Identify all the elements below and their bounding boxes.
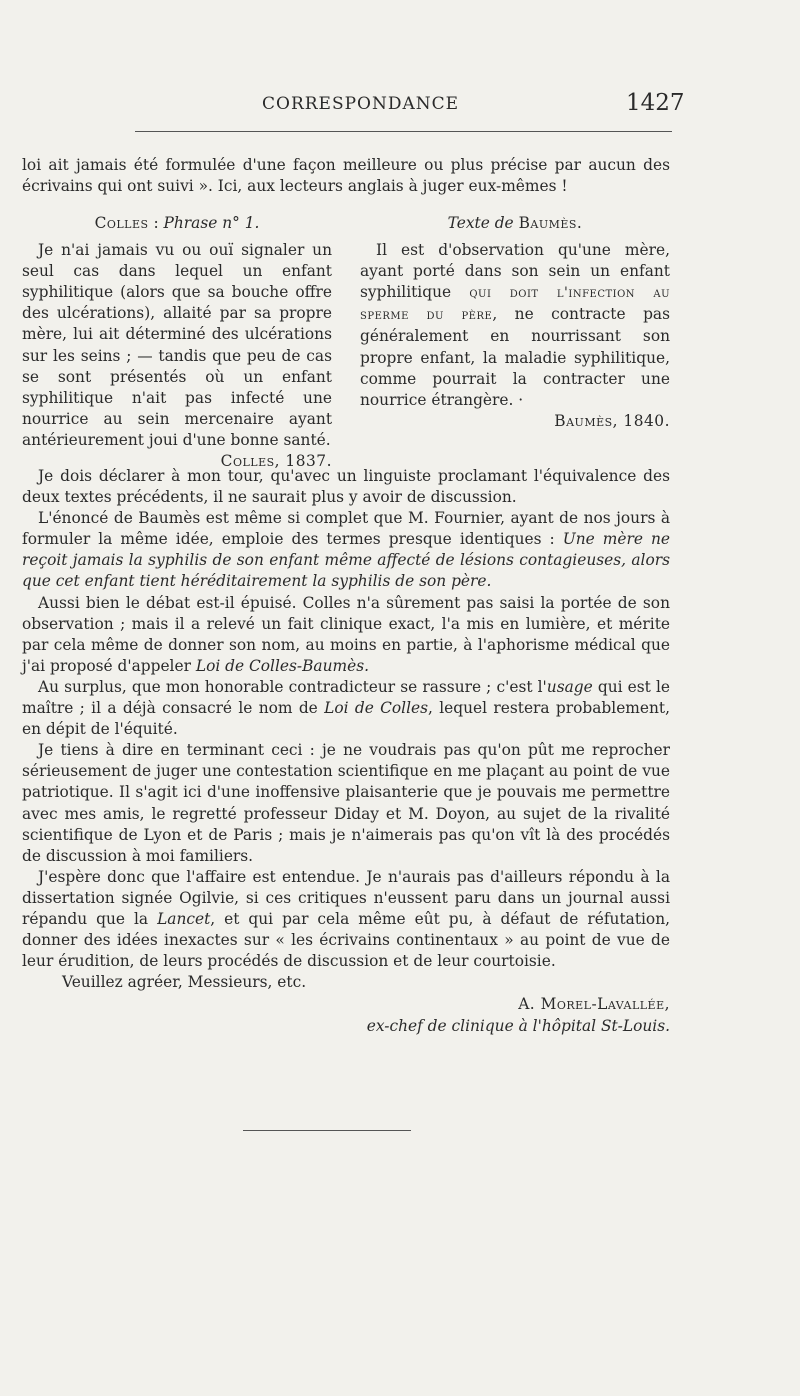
lancet-title: Lancet bbox=[157, 909, 211, 928]
paragraph-4-text-c: , lequel restera probablement, en dépit de l'équité. bbox=[22, 699, 670, 739]
baumes-signature: Baumès, 1840. bbox=[554, 411, 670, 430]
intro-paragraph bbox=[22, 155, 670, 197]
baumes-heading bbox=[360, 213, 670, 234]
fournier-quote: Une mère ne reçoit jamais la syphilis de son enfant même affecté de lésions contagieuses, alors que cet enfant tient héréditairement la syphilis de son père. bbox=[22, 530, 670, 591]
paragraph-2-text: L'énoncé de Baumès est même si complet que M. Fournier, ayant de nos jours à formuler la même idée, emploie des termes presque identiques : bbox=[22, 509, 670, 549]
baumes-text-caps: qui doit l'infection au sperme du père bbox=[360, 285, 670, 324]
colles-text bbox=[22, 240, 332, 471]
law-name: Loi de Colles-Baumès. bbox=[195, 656, 369, 675]
running-header bbox=[0, 92, 800, 122]
end-rule bbox=[243, 1130, 411, 1131]
intro-text: loi ait jamais été formulée d'une façon meilleure ou plus précise par aucun des écrivains qui ont suivi ». Ici, aux lecteurs anglais à juger eux-mêmes ! bbox=[22, 156, 670, 196]
author-name: A. Morel-Lavallée, bbox=[518, 995, 670, 1013]
paragraph-6-text-a: J'espère donc que l'affaire est entendue. Je n'aurais pas d'ailleurs répondu à la dissertation signée Ogilvie, si ces critiques n'eussent paru dans un journal aussi répandu que la bbox=[22, 867, 670, 928]
baumes-column bbox=[360, 213, 670, 432]
colles-quote: Je n'ai jamais vu ou ouï signaler un seul cas dans lequel un enfant syphilitique (alors que sa bouche offre des ulcérations), allaité par sa propre mère, lui ait déterminé des ulcérations sur les seins ; — tandis que peu de cas se sont présentés où un enfant syphilitique n'ait pas infecté une nourrice au sein mercenaire ayant antérieurement joui d'une bonne santé. bbox=[22, 241, 332, 449]
author-signature bbox=[367, 993, 670, 1037]
paragraph-4-text-a: Au surplus, que mon honorable contradicteur se rassure ; c'est l' bbox=[38, 677, 547, 696]
baumes-heading-name: Baumès. bbox=[518, 214, 583, 232]
baumes-text-after: , ne contracte pas généralement en nourrissant son propre enfant, la maladie syphilitique, comme pourrait la contracter une nourrice étrangère. · bbox=[360, 305, 670, 409]
paragraph-7: Veuillez agréer, Messieurs, etc. bbox=[62, 973, 307, 992]
paragraph-4-text-b: qui est le maître ; il a déjà consacré le nom de bbox=[22, 677, 670, 718]
loi-de-colles: Loi de Colles bbox=[324, 699, 429, 718]
colles-heading-sep: : bbox=[148, 214, 164, 232]
page-number: 1427 bbox=[626, 90, 685, 116]
paragraph-6-text-b: , et qui par cela même eût pu, à défaut de réfutation, donner des idées inexactes sur « les écrivains continentaux » au point de vue de leur érudition, de leurs procédés de discussion et de leur courtoisie. bbox=[22, 909, 670, 971]
header-rule bbox=[135, 131, 672, 132]
colles-signature: Colles, 1837. bbox=[220, 452, 332, 471]
baumes-text bbox=[360, 240, 670, 411]
paragraph-4 bbox=[22, 677, 670, 740]
usage-word: usage bbox=[546, 677, 593, 696]
running-title: CORRESPONDANCE bbox=[262, 94, 460, 114]
main-text bbox=[22, 466, 670, 993]
colles-heading-name: Colles bbox=[94, 214, 149, 232]
baumes-heading-phrase: Texte de bbox=[447, 214, 514, 232]
paragraph-2 bbox=[22, 508, 670, 592]
paragraph-6 bbox=[22, 867, 670, 972]
colles-heading bbox=[22, 213, 332, 234]
colles-heading-phrase: Phrase n° 1. bbox=[163, 214, 260, 232]
colles-column bbox=[22, 213, 332, 472]
paragraph-3 bbox=[22, 593, 670, 677]
author-title: ex-chef de clinique à l'hôpital St-Louis. bbox=[366, 1017, 670, 1035]
paragraph-1: Je dois déclarer à mon tour, qu'avec un linguiste proclamant l'équivalence des deux textes précédents, il ne saurait plus y avoir de discussion. bbox=[22, 467, 670, 507]
paragraph-3-text: Aussi bien le débat est-il épuisé. Colles n'a sûrement pas saisi la portée de son observation ; mais il a relevé un fait clinique exact, l'a mis en lumière, et mérite par cela même de donner son nom, au moins en partie, à l'aphorisme médical que j'ai proposé d'appeler bbox=[22, 593, 670, 675]
baumes-text-before: Il est d'observation qu'une mère, ayant porté dans son sein un enfant syphilitique bbox=[360, 241, 670, 302]
paragraph-5: Je tiens à dire en terminant ceci : je ne voudrais pas qu'on pût me reprocher sérieusement de juger une contestation scientifique en me plaçant au point de vue patriotique. Il s'agit ici d'une inoffensive plaisanterie que je pouvais me permettre avec mes amis, le regretté professeur Diday et M. Doyon, au sujet de la rivalité scientifique de Lyon et de Paris ; mais je n'aimerais pas qu'on vît là des procédés de discussion à moi familiers. bbox=[22, 741, 670, 865]
